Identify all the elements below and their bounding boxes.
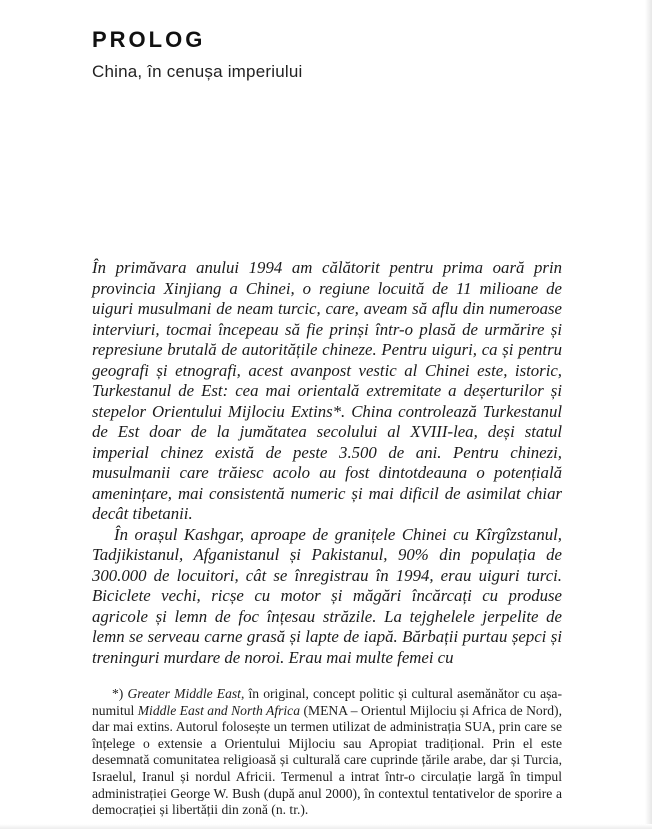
footnote — [92, 686, 562, 819]
page-edge-right — [645, 0, 652, 829]
footnote-text: (MENA – Orientul Mijlociu și Africa de Nord), dar mai extins. Autorul folosește un termen utilizat de administrația SUA, prin care se înțelege o extensie a Orientului Mijlociu sau Apropiat tradițional. Prin el este desemnată comunitatea religioasă și culturală care cuprinde țările arabe, dar și Turcia, Israelul, Iranul și nordul Africii. Termenul a intrat într-o circulație largă în timpul administrației George W. Bush (după anul 2000), în contextul tentativelor de sporire a democrației și libertății din zonă (n. tr.). — [92, 702, 562, 818]
body-paragraph: În primăvara anului 1994 am călătorit pentru prima oară prin provincia Xinjiang a Chinei, o regiune locuită de 11 milioane de uiguri musulmani de neam turcic, care, aveam să aflu din numeroase interviuri, tocmai începeau să fie prinși într-o plasă de urmărire și represiune brutală de autoritățile chineze. Pentru uiguri, ca și pentru geografi și etnografi, acest avanpost vestic al Chinei este, istoric, Turkestanul de Est: cea mai orientală extremitate a deșerturilor și stepelor Orientului Mijlociu Extins*. China controlează Turkestanul de Est doar de la jumătatea secolului al XVIII-lea, deși statul imperial chinez există de peste 3.500 de ani. Pentru chinezi, musulmanii care trăiesc acolo au fost dintotdeauna o potențială amenințare, mai consistentă numeric și mai dificil de asimilat chiar decât tibetanii. — [92, 258, 562, 523]
body-paragraph: În orașul Kashgar, aproape de granițele Chinei cu Kîrgîzstanul, Tadjikistanul, Afganistanul și Pakistanul, 90% din populația de 300.000 de locuitori, cât se înregistrau în 1994, erau uiguri turci. Biciclete vechi, ricșe cu motor și măgări încărcați cu produse agricole și lemn de foc înțesau străzile. La tejghelele jerpelite de lemn se serveau carne grasă și lapte de iapă. Bărbații purtau șepci și treninguri murdare de noroi. Erau mai multe femei cu — [92, 524, 562, 667]
footnote-text: , în original, concept politic și cultural asemănător cu așa-numitul — [92, 686, 562, 718]
body-text — [92, 258, 562, 668]
page-subtitle: China, în cenușa imperiului — [92, 62, 303, 82]
footnote-italic-term: Middle East and North Africa — [137, 702, 301, 718]
page-title: PROLOG — [92, 27, 206, 52]
footnote-text: *) — [112, 686, 128, 701]
page-edge-bottom — [0, 824, 652, 829]
heading-block — [92, 28, 562, 82]
footnote-italic-term: Greater Middle East — [127, 686, 241, 701]
